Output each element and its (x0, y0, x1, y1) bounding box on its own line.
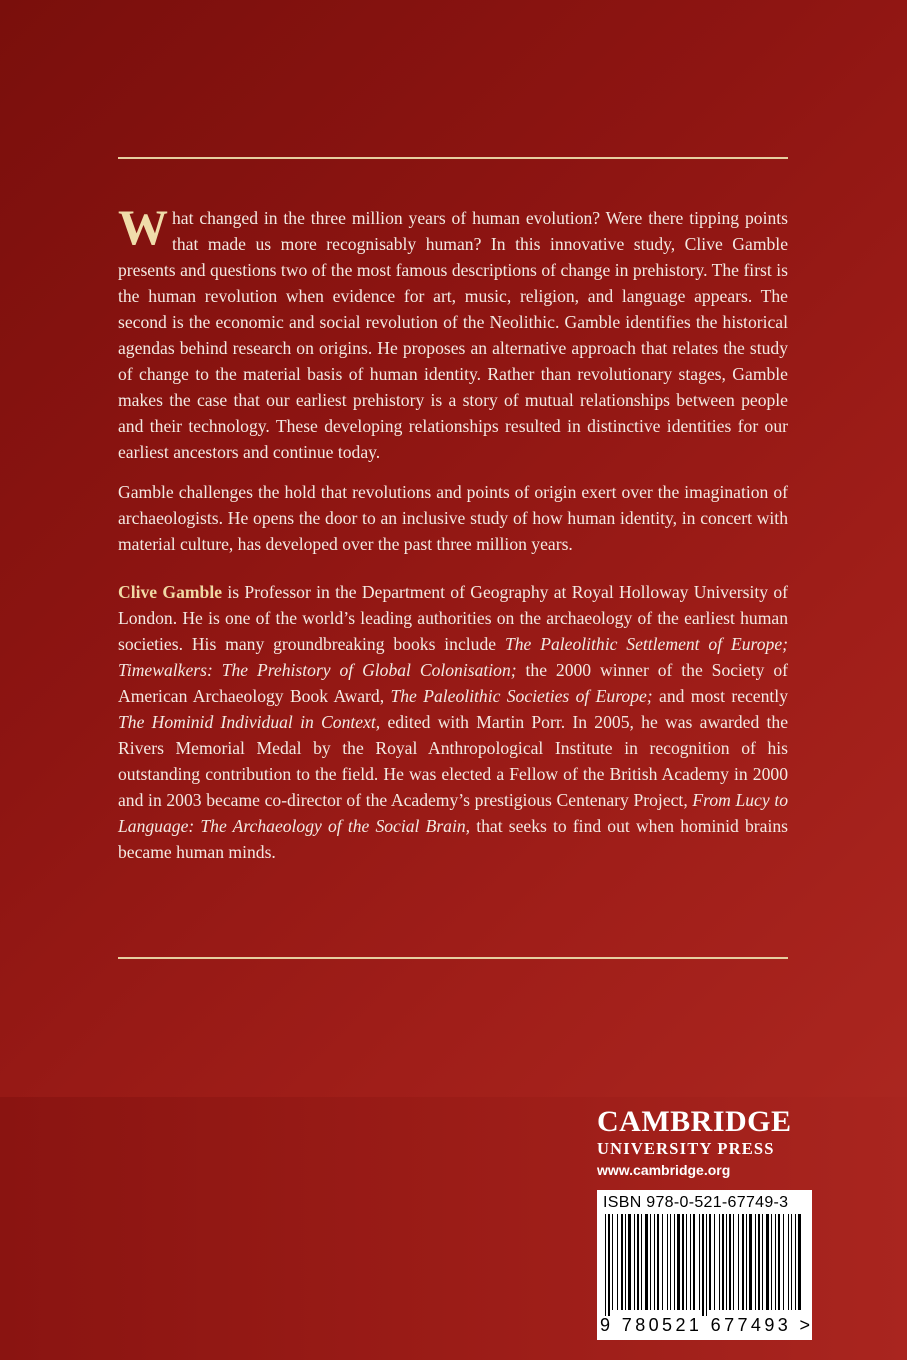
bio-text-2: the 2000 winner of the Society of American Archaeology Book Award, (118, 660, 788, 706)
barcode-digits: 9 780521 677493 > (600, 1315, 814, 1335)
publisher-logo (597, 1105, 827, 1181)
bio-text-4: edited with Martin Porr. In 2005, he was awarded the Rivers Memorial Medal by the Royal Anthropological Institute in recognition of his outstanding contribution to the field. He was elected a Fellow of the British Academy in 2000 and in 2003 became co-director of the Academy’s prestigious Centenary Project, (118, 712, 789, 810)
top-divider (118, 157, 788, 159)
publisher-url: www.cambridge.org (597, 1162, 731, 1178)
book-title-2: The Paleolithic Societies of Europe; (390, 686, 653, 706)
publisher-subtitle: UNIVERSITY PRESS (597, 1139, 775, 1158)
barcode (597, 1190, 812, 1340)
bio-text-3: and most recently (652, 686, 788, 706)
book-title-1: The Paleolithic Settlement of Europe; Timewalkers: The Prehistory of Global Colonisation; (118, 634, 788, 680)
blurb-text (118, 199, 789, 879)
isbn-label: ISBN 978-0-521-67749-3 (603, 1194, 789, 1211)
author-bio (118, 579, 788, 865)
book-title-3: The Hominid Individual in Context, (118, 712, 381, 732)
blurb-paragraph-1 (118, 199, 788, 465)
bio-text-5: that seeks to find out when hominid brains became human minds. (118, 816, 788, 862)
blurb-paragraph-1-text: hat changed in the three million years of human evolution? Were there tipping points that made us more recognisably human? In this innovative study, Clive Gamble presents and questions two of the most famous descriptions of change in prehistory. The first is the human revolution when evidence for art, music, religion, and language appears. The second is the economic and social revolution of the Neolithic. Gamble identifies the historical agendas behind research on origins. He proposes an alternative approach that relates the study of change to the material basis of human identity. Rather than revolutionary stages, Gamble makes the case that our earliest prehistory is a story of mutual relationships between people and their technology. These developing relationships resulted in distinctive identities for our earliest ancestors and continue today. (118, 208, 788, 462)
author-name: Clive Gamble (118, 582, 223, 602)
blurb-paragraph-2: Gamble challenges the hold that revolutions and points of origin exert over the imagination of archaeologists. He opens the door to an inclusive study of how human identity, in concert with material culture, has developed over the past three million years. (118, 482, 788, 554)
drop-cap: W (118, 199, 168, 255)
bio-text-1: is Professor in the Department of Geography at Royal Holloway University of London. He is one of the world’s leading authorities on the archaeology of the earliest human societies. His many groundbreaking books include (118, 582, 788, 654)
bottom-divider (118, 957, 788, 959)
publisher-name: CAMBRIDGE (597, 1105, 792, 1138)
book-title-4: From Lucy to Language: The Archaeology of the Social Brain, (118, 790, 788, 836)
barcode-bars-icon (605, 1214, 804, 1316)
